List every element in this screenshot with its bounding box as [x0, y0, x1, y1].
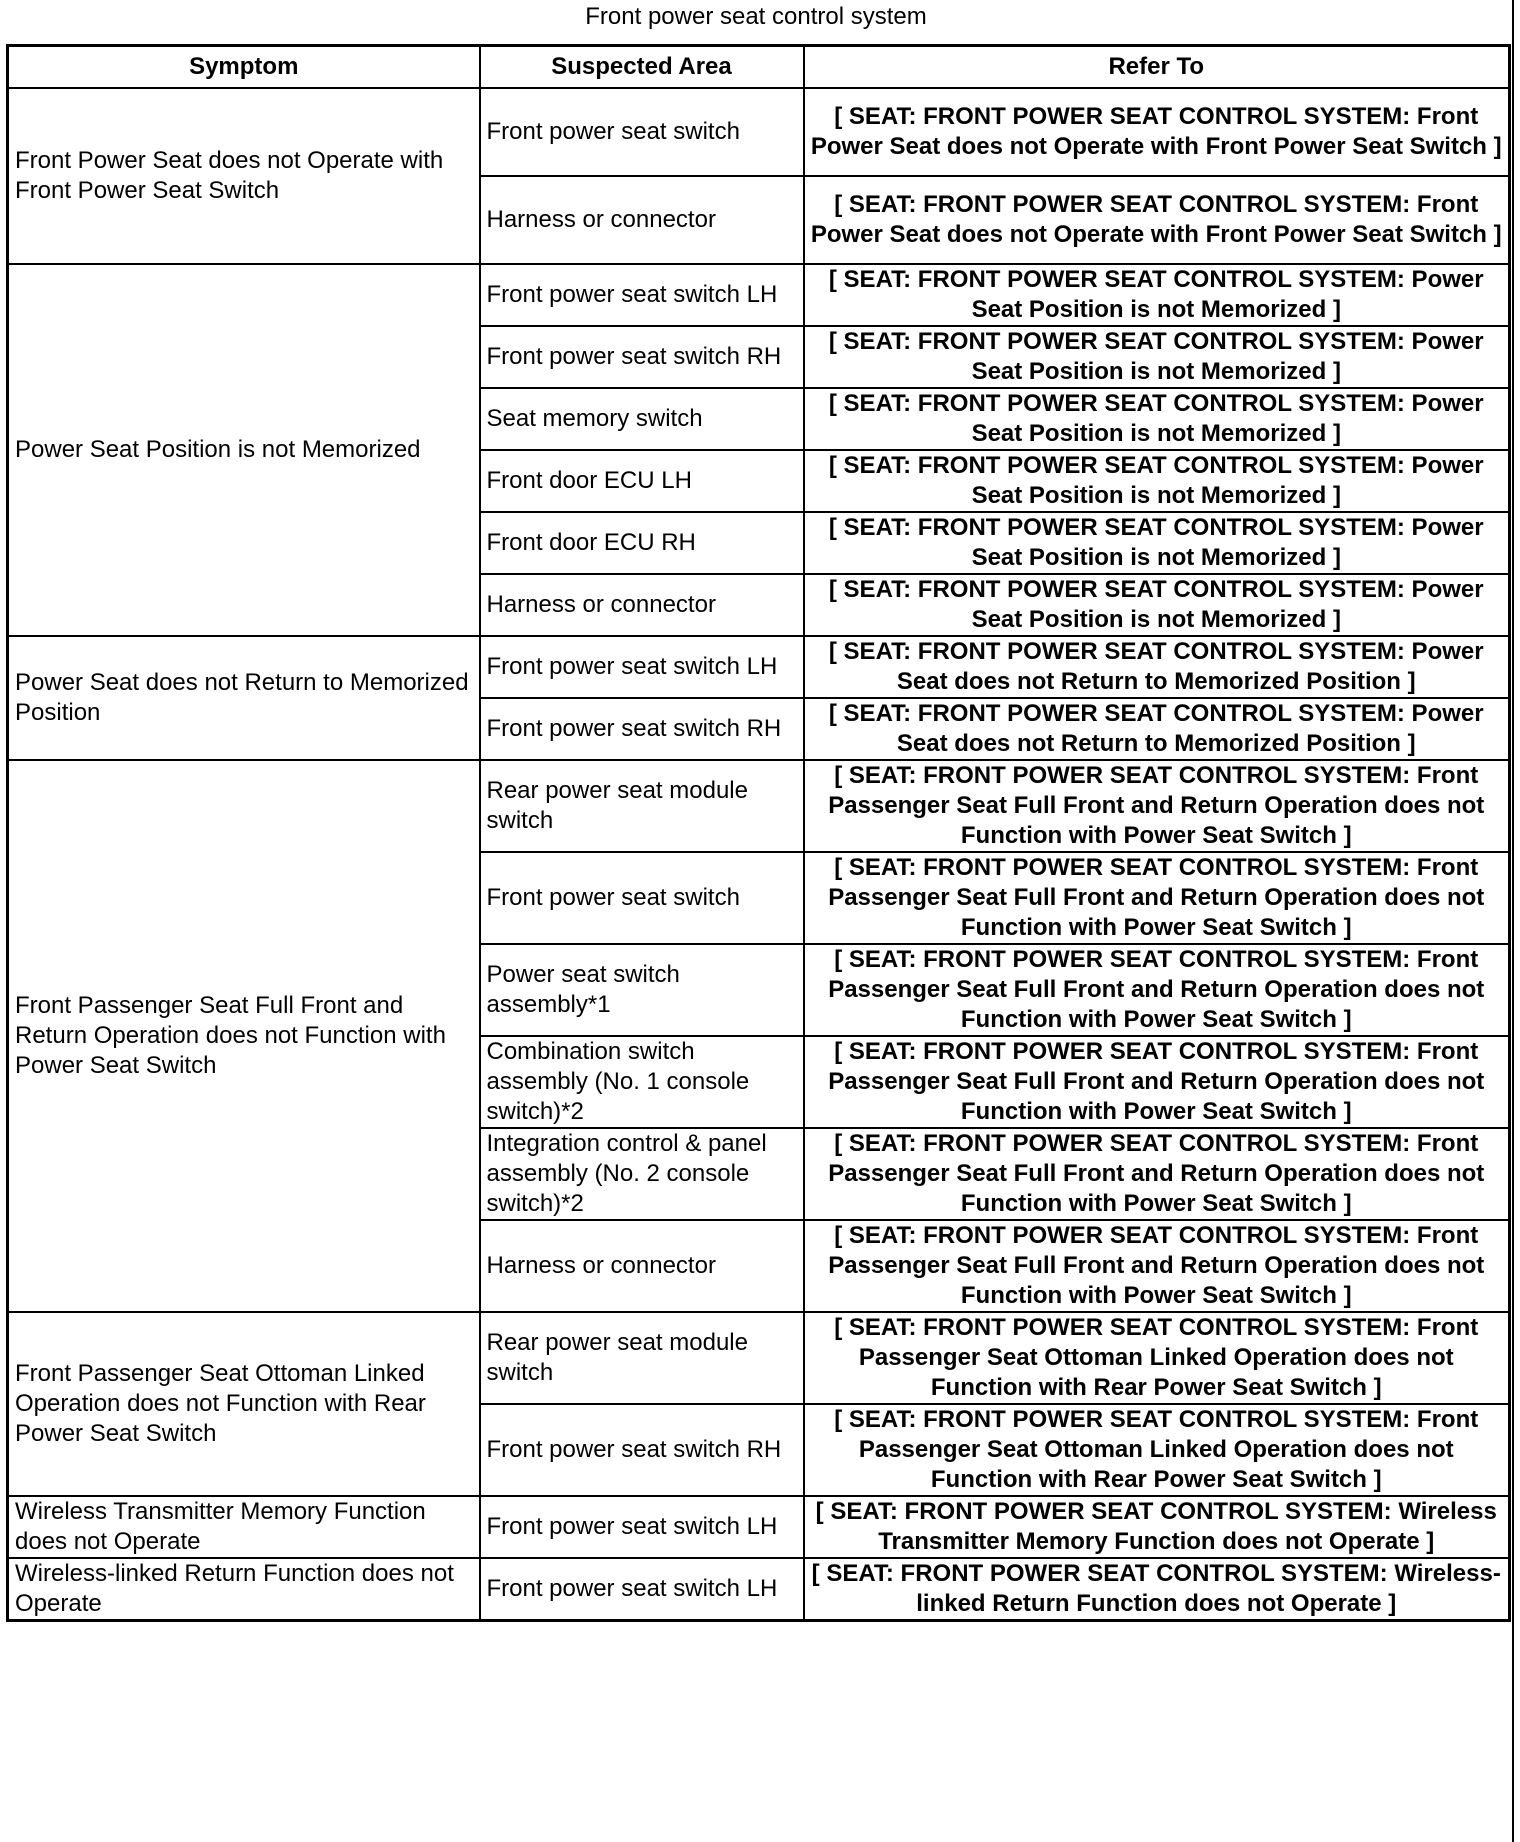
refer-to-cell	[804, 176, 1510, 264]
refer-to-cell	[804, 1404, 1510, 1496]
symptom-cell: Power Seat does not Return to Memorized Position	[8, 636, 480, 760]
suspected-area-cell: Front power seat switch LH	[480, 1558, 804, 1621]
refer-to-cell	[804, 574, 1510, 636]
suspected-area-cell: Integration control & panel assembly (No. 2 console switch)*2	[480, 1128, 804, 1220]
refer-to-cell	[804, 512, 1510, 574]
refer-to-cell	[804, 944, 1510, 1036]
suspected-area-cell: Harness or connector	[480, 574, 804, 636]
refer-link[interactable]: [ SEAT: FRONT POWER SEAT CONTROL SYSTEM: Power Seat Position is not Memorized ]	[828, 390, 1484, 447]
table-row	[8, 88, 1510, 176]
table-row	[8, 760, 1510, 852]
refer-link[interactable]: [ SEAT: FRONT POWER SEAT CONTROL SYSTEM: Power Seat Position is not Memorized ]	[828, 576, 1484, 633]
refer-to-cell	[804, 852, 1510, 944]
symptom-cell: Front Power Seat does not Operate with Front Power Seat Switch	[8, 88, 480, 264]
refer-link[interactable]: [ SEAT: FRONT POWER SEAT CONTROL SYSTEM: Power Seat does not Return to Memorized Position ]	[828, 700, 1484, 757]
refer-to-cell	[804, 1496, 1510, 1558]
table-row	[8, 1558, 1510, 1621]
suspected-area-cell: Seat memory switch	[480, 388, 804, 450]
suspected-area-cell: Front power seat switch LH	[480, 636, 804, 698]
suspected-area-cell: Harness or connector	[480, 176, 804, 264]
refer-to-cell	[804, 760, 1510, 852]
column-header-suspected-area: Suspected Area	[480, 46, 804, 89]
refer-link[interactable]: [ SEAT: FRONT POWER SEAT CONTROL SYSTEM: Power Seat Position is not Memorized ]	[828, 514, 1484, 571]
refer-link[interactable]: [ SEAT: FRONT POWER SEAT CONTROL SYSTEM: Power Seat Position is not Memorized ]	[828, 452, 1484, 509]
refer-to-cell	[804, 450, 1510, 512]
refer-link[interactable]: [ SEAT: FRONT POWER SEAT CONTROL SYSTEM: Front Passenger Seat Full Front and Return Operation does not Function with Power Seat Switch ]	[828, 1130, 1485, 1217]
refer-to-cell	[804, 1220, 1510, 1312]
refer-link[interactable]: [ SEAT: FRONT POWER SEAT CONTROL SYSTEM: Front Passenger Seat Full Front and Return Operation does not Function with Power Seat Switch ]	[828, 1222, 1485, 1309]
suspected-area-cell: Power seat switch assembly*1	[480, 944, 804, 1036]
refer-to-cell	[804, 1036, 1510, 1128]
suspected-area-cell: Front power seat switch LH	[480, 264, 804, 326]
symptom-cell: Power Seat Position is not Memorized	[8, 264, 480, 636]
table-caption: Front power seat control system	[585, 3, 927, 30]
suspected-area-cell: Rear power seat module switch	[480, 1312, 804, 1404]
refer-link[interactable]: [ SEAT: FRONT POWER SEAT CONTROL SYSTEM: Front Passenger Seat Full Front and Return Operation does not Function with Power Seat Switch ]	[828, 1038, 1485, 1125]
refer-to-cell	[804, 388, 1510, 450]
refer-link[interactable]: [ SEAT: FRONT POWER SEAT CONTROL SYSTEM: Front Power Seat does not Operate with Front Power Seat Switch ]	[810, 103, 1502, 160]
suspected-area-cell: Combination switch assembly (No. 1 console switch)*2	[480, 1036, 804, 1128]
refer-to-cell	[804, 88, 1510, 176]
header-row	[8, 46, 1510, 89]
refer-link[interactable]: [ SEAT: FRONT POWER SEAT CONTROL SYSTEM: Front Power Seat does not Operate with Front Power Seat Switch ]	[810, 191, 1502, 248]
refer-link[interactable]: [ SEAT: FRONT POWER SEAT CONTROL SYSTEM: Power Seat Position is not Memorized ]	[828, 328, 1484, 385]
suspected-area-cell: Front power seat switch RH	[480, 698, 804, 760]
suspected-area-cell: Front power seat switch	[480, 852, 804, 944]
symptom-cell: Front Passenger Seat Full Front and Return Operation does not Function with Power Seat Switch	[8, 760, 480, 1312]
refer-to-cell	[804, 1312, 1510, 1404]
refer-link[interactable]: [ SEAT: FRONT POWER SEAT CONTROL SYSTEM: Wireless-linked Return Function does not Operate ]	[811, 1560, 1501, 1617]
column-header-symptom: Symptom	[8, 46, 480, 89]
refer-to-cell	[804, 1128, 1510, 1220]
refer-to-cell	[804, 636, 1510, 698]
table-row	[8, 264, 1510, 326]
column-header-refer-to: Refer To	[804, 46, 1510, 89]
suspected-area-cell: Front power seat switch	[480, 88, 804, 176]
refer-link[interactable]: [ SEAT: FRONT POWER SEAT CONTROL SYSTEM: Power Seat does not Return to Memorized Position ]	[828, 638, 1484, 695]
symptom-cell: Wireless-linked Return Function does not Operate	[8, 1558, 480, 1621]
refer-link[interactable]: [ SEAT: FRONT POWER SEAT CONTROL SYSTEM: Front Passenger Seat Full Front and Return Operation does not Function with Power Seat Switch ]	[828, 946, 1485, 1033]
table-row	[8, 636, 1510, 698]
refer-link[interactable]: [ SEAT: FRONT POWER SEAT CONTROL SYSTEM: Power Seat Position is not Memorized ]	[828, 266, 1484, 323]
refer-link[interactable]: [ SEAT: FRONT POWER SEAT CONTROL SYSTEM: Front Passenger Seat Full Front and Return Operation does not Function with Power Seat Switch ]	[828, 854, 1485, 941]
refer-to-cell	[804, 264, 1510, 326]
refer-to-cell	[804, 698, 1510, 760]
refer-to-cell	[804, 1558, 1510, 1621]
suspected-area-cell: Harness or connector	[480, 1220, 804, 1312]
suspected-area-cell: Front power seat switch LH	[480, 1496, 804, 1558]
symptom-cell: Front Passenger Seat Ottoman Linked Operation does not Function with Rear Power Seat Switch	[8, 1312, 480, 1496]
refer-link[interactable]: [ SEAT: FRONT POWER SEAT CONTROL SYSTEM: Front Passenger Seat Ottoman Linked Operation does not Function with Rear Power Seat Switch ]	[834, 1406, 1479, 1493]
refer-to-cell	[804, 326, 1510, 388]
table-row	[8, 1312, 1510, 1404]
suspected-area-cell: Rear power seat module switch	[480, 760, 804, 852]
suspected-area-cell: Front door ECU RH	[480, 512, 804, 574]
table-row	[8, 1496, 1510, 1558]
suspected-area-cell: Front power seat switch RH	[480, 326, 804, 388]
refer-link[interactable]: [ SEAT: FRONT POWER SEAT CONTROL SYSTEM: Wireless Transmitter Memory Function does not Operate ]	[815, 1498, 1497, 1555]
refer-link[interactable]: [ SEAT: FRONT POWER SEAT CONTROL SYSTEM: Front Passenger Seat Full Front and Return Operation does not Function with Power Seat Switch ]	[828, 762, 1485, 849]
symptom-cell: Wireless Transmitter Memory Function does not Operate	[8, 1496, 480, 1558]
suspected-area-cell: Front door ECU LH	[480, 450, 804, 512]
refer-link[interactable]: [ SEAT: FRONT POWER SEAT CONTROL SYSTEM: Front Passenger Seat Ottoman Linked Operation does not Function with Rear Power Seat Switch ]	[834, 1314, 1479, 1401]
symptom-table	[6, 44, 1511, 1622]
suspected-area-cell: Front power seat switch RH	[480, 1404, 804, 1496]
